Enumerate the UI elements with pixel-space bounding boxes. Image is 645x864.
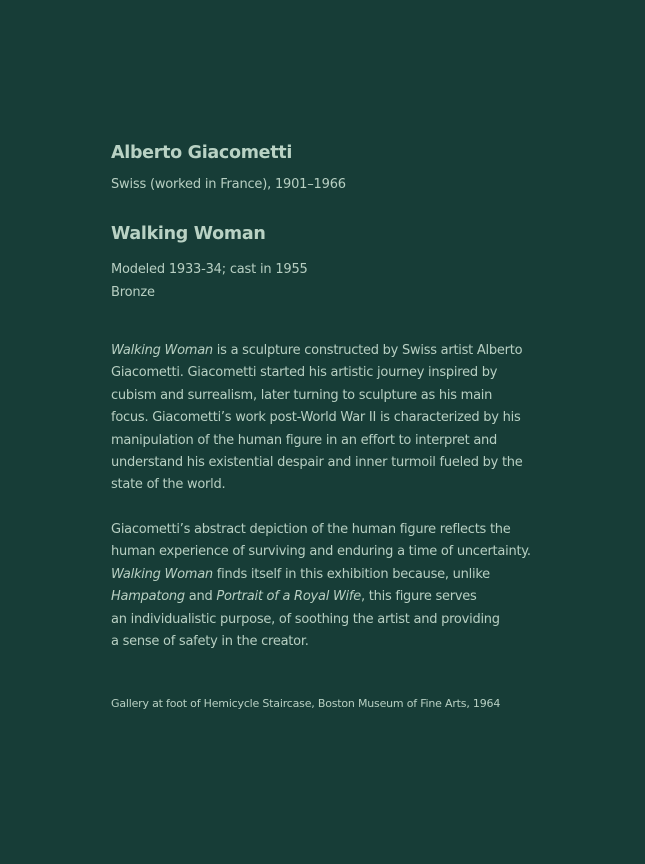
paragraph-line: understand his existential despair and inner turmoil fueled by the bbox=[111, 455, 523, 471]
paragraph-line: state of the world. bbox=[111, 477, 226, 493]
paragraph-text: , this figure serves bbox=[361, 589, 477, 605]
work-title-reference: Walking Woman bbox=[111, 566, 213, 582]
paragraph-line: focus. Giacometti’s work post-World War II is characterized by his bbox=[111, 410, 521, 426]
description-paragraph-1 bbox=[111, 340, 523, 497]
paragraph-line: an individualistic purpose, of soothing the artist and providing bbox=[111, 611, 500, 627]
artist-name: Alberto Giacometti bbox=[111, 143, 293, 163]
paragraph-line: human experience of surviving and enduring a time of uncertainty. bbox=[111, 544, 531, 560]
paragraph-line bbox=[111, 340, 523, 362]
paragraph-text: and bbox=[184, 589, 217, 605]
work-title-reference: Portrait of a Royal Wife bbox=[216, 589, 361, 605]
work-title-reference: Hampatong bbox=[111, 589, 185, 605]
paragraph-line bbox=[111, 586, 531, 608]
work-medium: Bronze bbox=[111, 285, 155, 300]
artist-bio: Swiss (worked in France), 1901–1966 bbox=[111, 177, 346, 192]
paragraph-line: Giacometti. Giacometti started his artistic journey inspired by bbox=[111, 365, 498, 381]
paragraph-text: is a sculpture constructed by Swiss artist Alberto bbox=[212, 343, 523, 358]
work-date: Modeled 1933-34; cast in 1955 bbox=[111, 262, 308, 277]
work-title-reference: Walking Woman bbox=[111, 343, 213, 358]
photo-caption: Gallery at foot of Hemicycle Staircase, Boston Museum of Fine Arts, 1964 bbox=[111, 697, 501, 710]
paragraph-line: cubism and surrealism, later turning to sculpture as his main bbox=[111, 387, 493, 403]
paragraph-line: a sense of safety in the creator. bbox=[111, 634, 309, 650]
work-title: Walking Woman bbox=[111, 224, 266, 244]
work-meta bbox=[111, 258, 308, 304]
paragraph-text: finds itself in this exhibition because, unlike bbox=[212, 566, 490, 582]
paragraph-line: manipulation of the human figure in an effort to interpret and bbox=[111, 432, 498, 448]
paragraph-line: Giacometti’s abstract depiction of the human figure reflects the bbox=[111, 522, 511, 537]
paragraph-line bbox=[111, 564, 531, 586]
description-paragraph-2 bbox=[111, 519, 531, 653]
